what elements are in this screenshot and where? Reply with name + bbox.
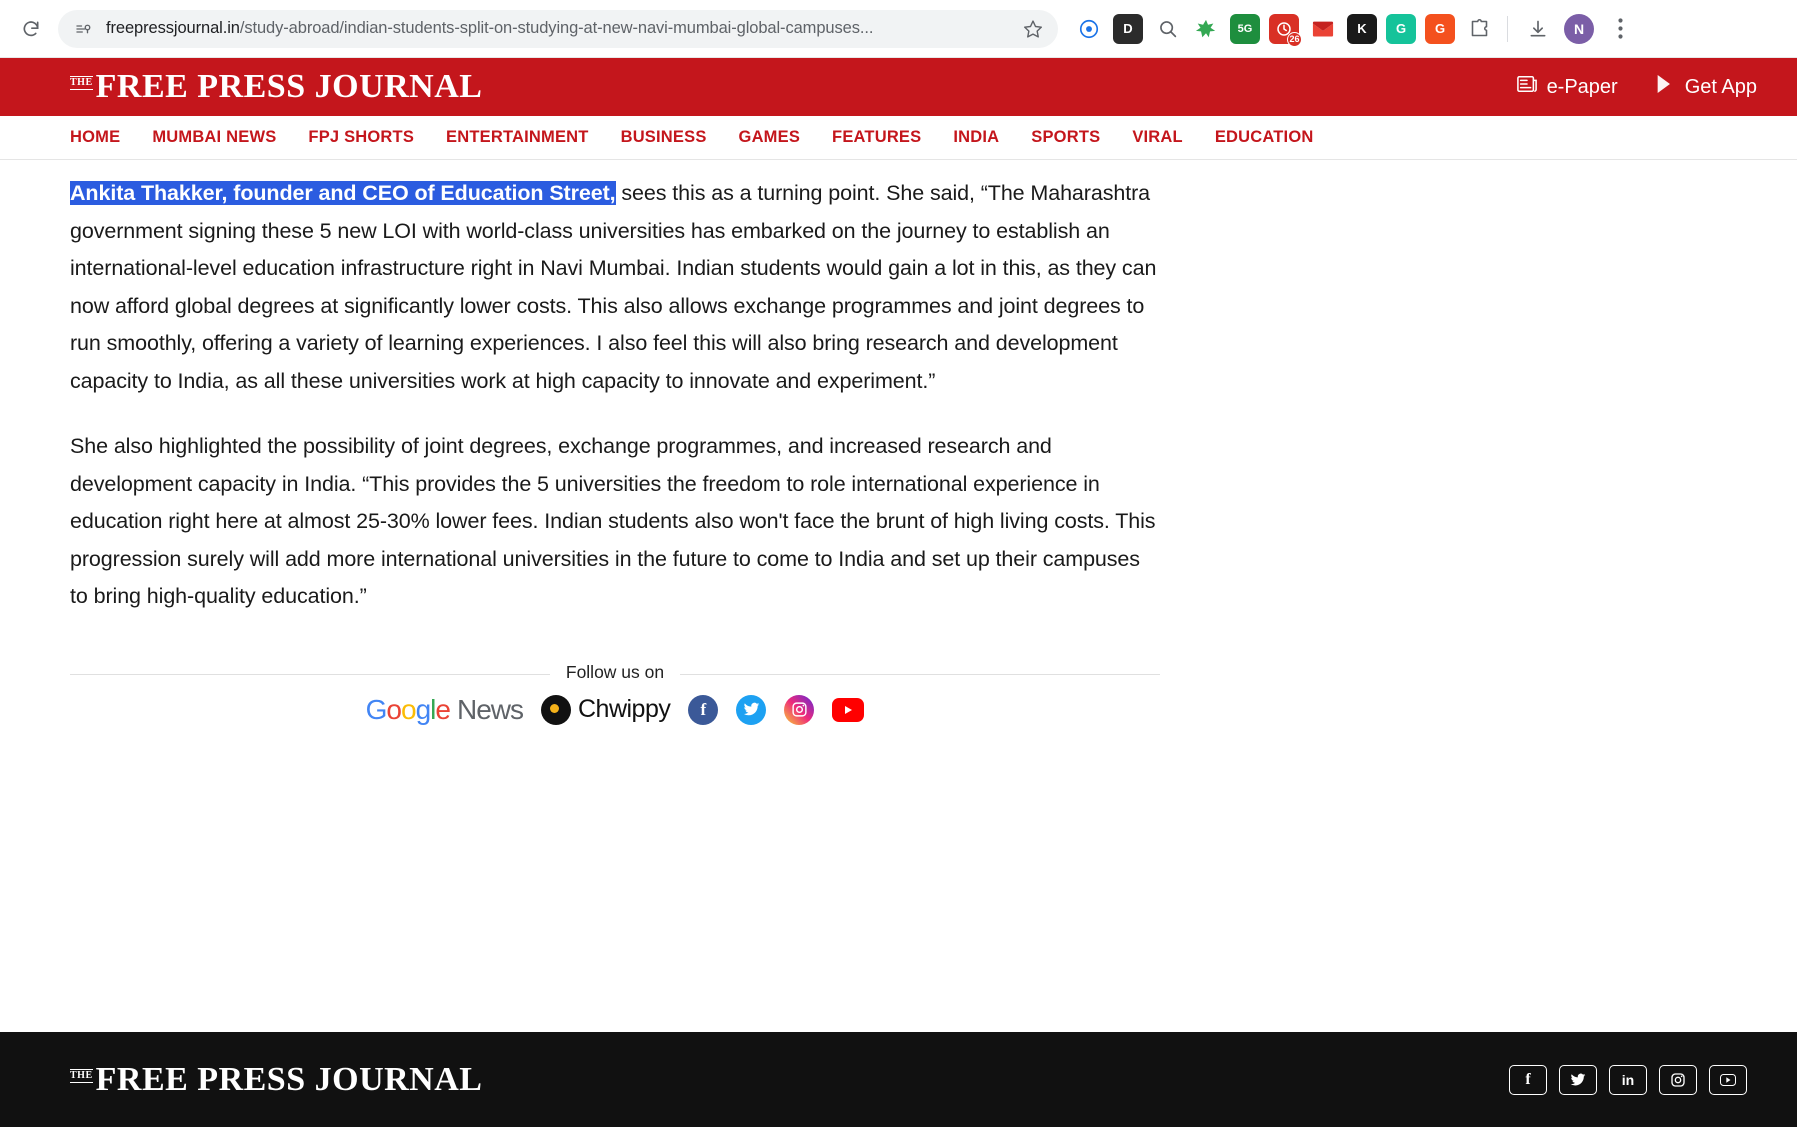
- logo-name: FREE PRESS JOURNAL: [95, 68, 483, 105]
- bookmark-star-icon[interactable]: [1020, 16, 1046, 42]
- facebook-glyph: f: [1525, 1070, 1531, 1088]
- address-bar[interactable]: [58, 10, 1058, 48]
- newspaper-icon: [1516, 74, 1538, 100]
- url-path: /study-abroad/indian-students-split-on-studying-at-new-navi-mumbai-global-campuses...: [239, 19, 874, 37]
- site-header: [0, 58, 1797, 116]
- header-actions: [1516, 73, 1757, 101]
- youtube-icon[interactable]: [832, 698, 864, 722]
- chwippy-icon[interactable]: [541, 695, 670, 725]
- get-app-label: Get App: [1684, 75, 1757, 98]
- extension-puzzle-icon[interactable]: [1464, 14, 1494, 44]
- play-store-icon: [1654, 73, 1676, 101]
- linkedin-glyph: in: [1621, 1071, 1635, 1088]
- nav-item-home[interactable]: HOME: [70, 128, 121, 146]
- follow-us-section: [70, 661, 1160, 726]
- extension-badge-count: 26: [1287, 32, 1302, 47]
- nav-item-business[interactable]: BUSINESS: [620, 128, 707, 146]
- extension-5g[interactable]: [1230, 14, 1260, 44]
- nav-item-viral[interactable]: VIRAL: [1132, 128, 1183, 146]
- extension-label: G: [1395, 21, 1407, 36]
- extension-k[interactable]: [1347, 14, 1377, 44]
- site-logo[interactable]: [70, 70, 482, 104]
- url-text[interactable]: [106, 19, 1010, 38]
- gnews-letter-g1: G: [365, 693, 387, 725]
- article-paragraph-1: [70, 175, 1160, 400]
- profile-initial: N: [1573, 20, 1585, 37]
- nav-item-education[interactable]: EDUCATION: [1214, 128, 1314, 146]
- profile-avatar[interactable]: [1564, 14, 1594, 44]
- toolbar-divider: [1507, 16, 1508, 42]
- gnews-letter-e: e: [435, 693, 450, 725]
- nav-item-features[interactable]: FEATURES: [832, 128, 922, 146]
- epaper-button[interactable]: [1516, 74, 1618, 100]
- nav-item-games[interactable]: GAMES: [738, 128, 801, 146]
- nav-item-mumbai-news[interactable]: MUMBAI NEWS: [152, 128, 277, 146]
- youtube-icon[interactable]: [1709, 1065, 1747, 1095]
- linkedin-icon[interactable]: [1609, 1065, 1647, 1095]
- gnews-letter-o1: o: [386, 693, 401, 725]
- logo-the: THE: [70, 77, 93, 88]
- nav-item-entertainment[interactable]: ENTERTAINMENT: [446, 128, 589, 146]
- article-paragraph-1-rest: sees this as a turning point. She said, “The Maharashtra government signing these 5 new LOI with world-class universities has embarked on the journey to establish an international-level education infrastructure right in Navi Mumbai. Indian students would gain a lot in this, as they can now afford global degrees at significantly lower costs. This also allows exchange programmes and joint degrees to run smoothly, offering a variety of learning experiences. I also feel this will also bring research and development capacity to India, as all these universities work at high capacity to innovate and experiment.”: [70, 181, 1157, 393]
- reload-icon[interactable]: [14, 12, 48, 46]
- selected-text: Ankita Thakker, founder and CEO of Education Street,: [70, 181, 616, 205]
- twitter-icon[interactable]: [736, 695, 766, 725]
- chwippy-label: Chwippy: [577, 695, 671, 723]
- article-column: [70, 175, 1160, 616]
- get-app-button[interactable]: [1654, 73, 1757, 101]
- extension-dark-d[interactable]: [1113, 14, 1143, 44]
- article-paragraph-2: She also highlighted the possibility of joint degrees, exchange programmes, and increased research and development capacity in India. “This provides the 5 universities the freedom to role international experience in education right here at almost 25-30% lower fees. Indian students also won't face the brunt of high living costs. This progression surely will add more international universities in the future to come to India and set up their campuses to bring high-quality education.”: [70, 434, 1156, 608]
- chwippy-bird-icon: [541, 695, 571, 725]
- facebook-icon[interactable]: [1509, 1065, 1547, 1095]
- download-icon[interactable]: [1521, 12, 1555, 46]
- extension-grammarly[interactable]: [1386, 14, 1416, 44]
- browser-toolbar: [0, 0, 1797, 58]
- follow-icon-row: [70, 694, 1160, 726]
- extensions-tray: [1074, 12, 1637, 46]
- gnews-word-news: News: [456, 693, 523, 725]
- nav-item-india[interactable]: INDIA: [953, 128, 1000, 146]
- article-content: [0, 175, 1797, 1127]
- nav-item-sports[interactable]: SPORTS: [1031, 128, 1101, 146]
- extension-label: K: [1357, 21, 1367, 36]
- extension-search[interactable]: [1152, 14, 1182, 44]
- extension-gmail[interactable]: [1308, 14, 1338, 44]
- epaper-label: e-Paper: [1546, 75, 1618, 98]
- google-news-icon[interactable]: [366, 694, 523, 726]
- site-footer: [0, 1032, 1797, 1127]
- extension-label: 5G: [1237, 22, 1253, 35]
- extension-label: D: [1123, 21, 1133, 36]
- instagram-icon[interactable]: [1659, 1065, 1697, 1095]
- url-host: freepressjournal.in: [106, 19, 240, 37]
- facebook-glyph: f: [700, 699, 707, 719]
- follow-divider: [70, 661, 1160, 696]
- gnews-letter-o2: o: [401, 693, 416, 725]
- gnews-letter-g2: g: [415, 693, 431, 725]
- site-info-icon[interactable]: [70, 16, 96, 42]
- twitter-icon[interactable]: [1559, 1065, 1597, 1095]
- extension-green-burst[interactable]: [1191, 14, 1221, 44]
- extension-red-timer[interactable]: [1269, 14, 1299, 44]
- extension-blue-eye[interactable]: [1074, 14, 1104, 44]
- follow-us-label: Follow us on: [550, 662, 680, 683]
- footer-logo[interactable]: [70, 1060, 483, 1098]
- nav-item-fpj-shorts[interactable]: FPJ SHORTS: [308, 128, 415, 146]
- footer-logo-name: FREE PRESS JOURNAL: [95, 1060, 483, 1098]
- main-navigation: [0, 116, 1797, 160]
- gnews-letter-l: l: [430, 693, 436, 725]
- three-dot-menu-icon[interactable]: [1603, 12, 1637, 46]
- footer-social-links: [1509, 1065, 1747, 1095]
- extension-g-orange[interactable]: [1425, 14, 1455, 44]
- facebook-icon[interactable]: [688, 695, 718, 725]
- instagram-icon[interactable]: [784, 695, 814, 725]
- extension-label: G: [1434, 21, 1446, 36]
- footer-logo-the: THE: [70, 1069, 93, 1081]
